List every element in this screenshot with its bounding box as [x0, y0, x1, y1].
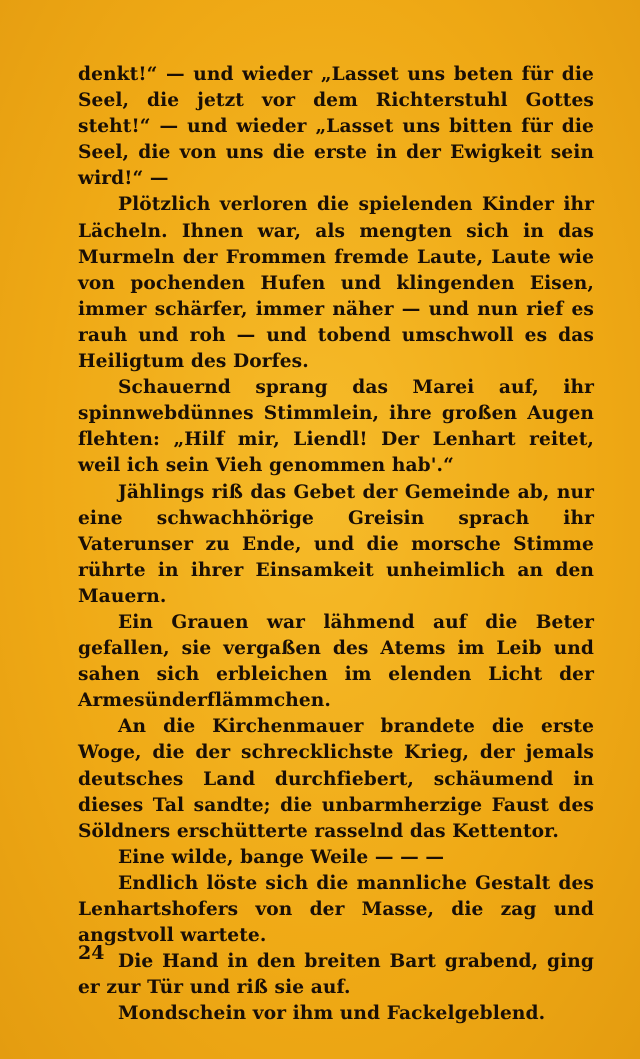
page-number: 24	[78, 942, 105, 964]
paragraph: An die Kirchenmauer brandete die erste Woge, die der schrecklichste Krieg, der jemals deutsches Land durchfiebert, schäumend in dieses Tal sandte; die unbarmherzige Faust des Söldners erschütterte rasselnd das Kettentor.	[78, 716, 594, 842]
paragraph: Schauernd sprang das Marei auf, ihr spinnwebdünnes Stimmlein, ihre großen Augen flehten: „Hilf mir, Liendl! Der Lenhart reitet, weil ich sein Vieh genommen hab'.“	[78, 377, 594, 477]
paragraph: Eine wilde, bange Weile — — —	[118, 846, 445, 868]
paragraph: Mondschein vor ihm und Fackelgeblend.	[118, 1003, 546, 1025]
paragraph: Die Hand in den breiten Bart grabend, ging er zur Tür und riß sie auf.	[78, 951, 594, 999]
paragraph: Endlich löste sich die mannliche Gestalt des Lenhartshofers von der Masse, die zag und angstvoll wartete.	[78, 872, 594, 947]
paragraph: Jählings riß das Gebet der Gemeinde ab, nur eine schwachhörige Greisin sprach ihr Vaterunser zu Ende, und die morsche Stimme rührte in ihrer Einsamkeit unheimlich an den Mauern.	[78, 481, 594, 607]
paragraph: Ein Grauen war lähmend auf die Beter gefallen, sie vergaßen des Atems im Leib und sahen sich erbleichen im elenden Licht der Armesünderflämmchen.	[78, 611, 594, 712]
paragraph: Plötzlich verloren die spielenden Kinder ihr Lächeln. Ihnen war, als mengten sich in das Murmeln der Frommen fremde Laute, Laute wie von pochenden Hufen und klingenden Eisen, immer schärfer, immer näher — und nun rief es rauh und roh — und tobend umschwoll es das Heiligtum des Dorfes.	[78, 194, 594, 373]
body-text	[78, 62, 594, 1027]
paragraph: denkt!“ — und wieder „Lasset uns beten für die Seel, die jetzt vor dem Richterstuhl Gottes steht!“ — und wieder „Lasset uns bitten für die Seel, die von uns die erste in der Ewigkeit sein wird!“ —	[78, 64, 594, 190]
